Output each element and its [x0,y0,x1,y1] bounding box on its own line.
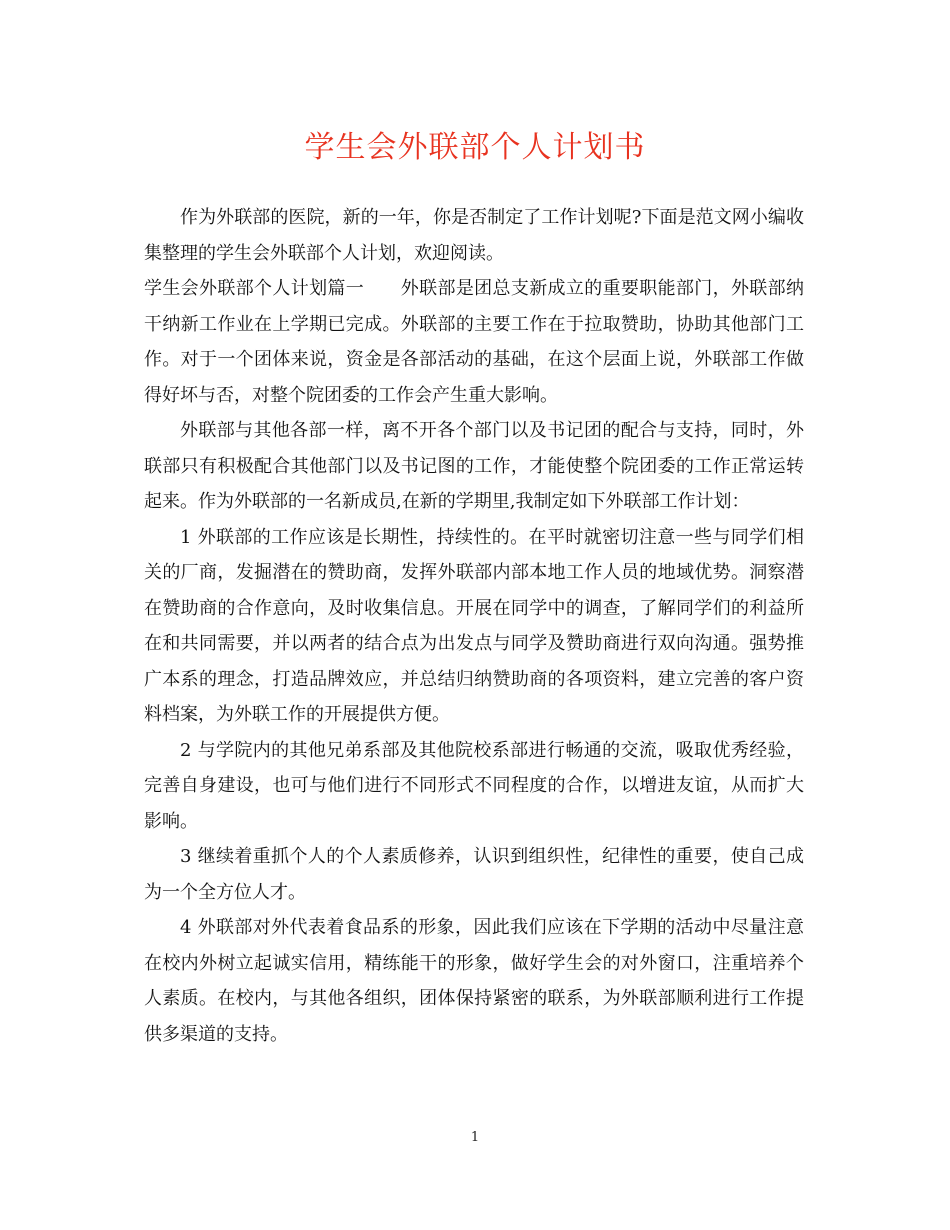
section-one-paragraph: 学生会外联部个人计划篇一 外联部是团总支新成立的重要职能部门，外联部纳干纳新工作业在上学期已完成。外联部的主要工作在于拉取赞助，协助其他部门工作。对于一个团体来说，资金是各部活动的基础，在这个层面上说，外联部工作做得好坏与否，对整个院团委的工作会产生重大影响。 [144,278,804,406]
document-title: 学生会外联部个人计划书 [304,130,646,165]
plan-item-1: 1 外联部的工作应该是长期性，持续性的。在平时就密切注意一些与同学们相关的厂商，发掘潜在的赞助商，发挥外联部内部本地工作人员的地域优势。洞察潜在赞助商的合作意向，及时收集信息。开展在同学中的调查，了解同学们的利益所在和共同需要，并以两者的结合点为出发点与同学及赞助商进行双向沟通。强势推广本系的理念，打造品牌效应，并总结归纳赞助商的各项资料，建立完善的客户资料档案，为外联工作的开展提供方便。 [144,526,804,725]
intro-paragraph: 作为外联部的医院，新的一年，你是否制定了工作计划呢?下面是范文网小编收集整理的学生会外联部个人计划，欢迎阅读。 [144,207,804,264]
document-body [144,200,804,1052]
plan-item-2: 2 与学院内的其他兄弟系部及其他院校系部进行畅通的交流，吸取优秀经验，完善自身建设，也可与他们进行不同形式不同程度的合作，以增进友谊，从而扩大影响。 [144,739,804,832]
plan-item-4: 4 外联部对外代表着食品系的形象，因此我们应该在下学期的活动中尽量注意在校内外树立起诚实信用，精练能干的形象，做好学生会的对外窗口，注重培养个人素质。在校内，与其他各组织，团体保持紧密的联系，为外联部顺利进行工作提供多渠道的支持。 [144,917,804,1045]
plan-item-3: 3 继续着重抓个人的个人素质修养，认识到组织性，纪律性的重要，使自己成为一个全方位人才。 [144,846,804,903]
page-number: 1 [470,1130,480,1145]
cooperation-paragraph: 外联部与其他各部一样，离不开各个部门以及书记团的配合与支持，同时，外联部只有积极配合其他部门以及书记图的工作，才能使整个院团委的工作正常运转起来。作为外联部的一名新成员,在新的学期里,我制定如下外联部工作计划： [144,420,804,512]
